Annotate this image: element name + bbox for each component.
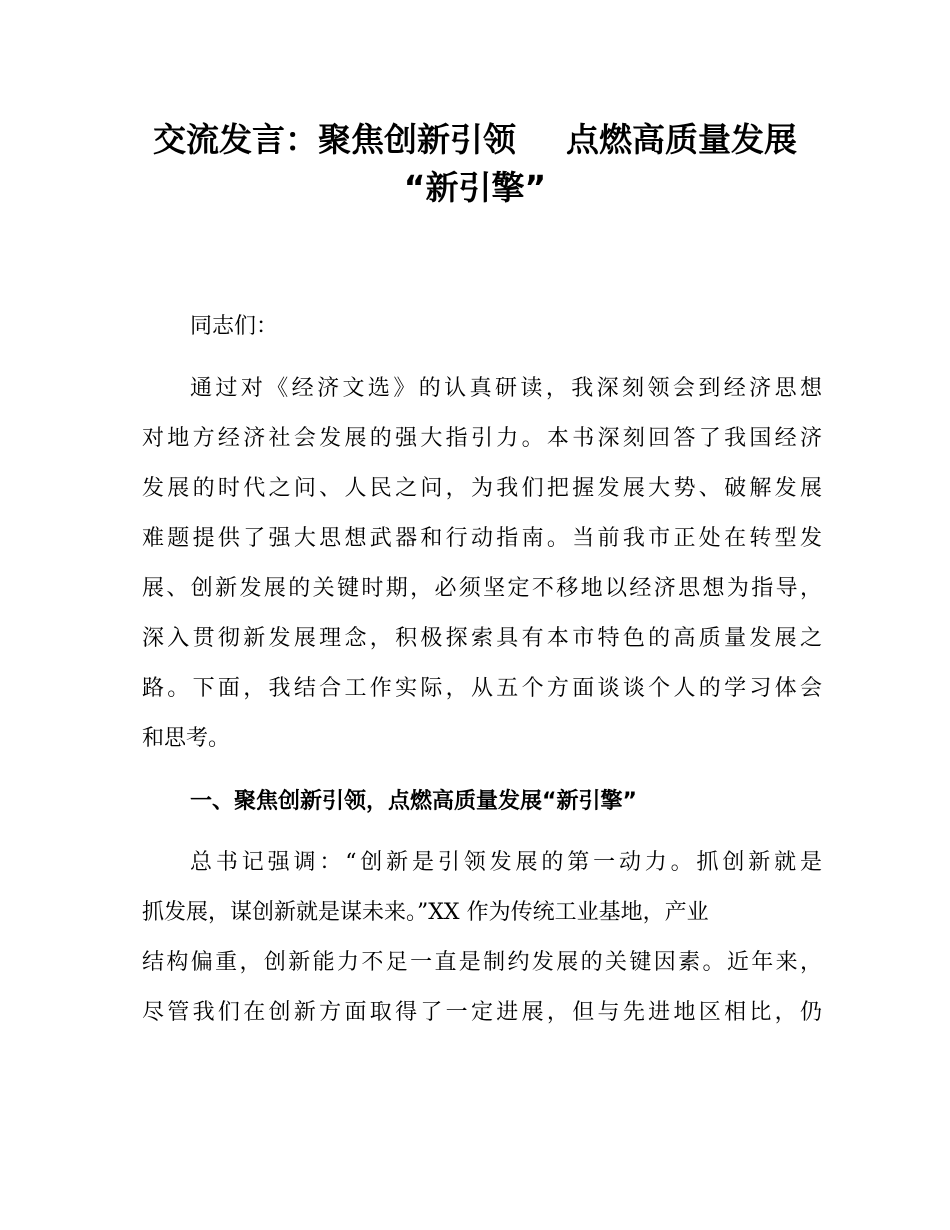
paragraph-line: 路。下面，我结合工作实际，从五个方面谈谈个人的学习体会 — [142, 676, 822, 701]
title-part-2: 点燃高质量发展 — [566, 120, 797, 159]
paragraph-line: 深入贯彻新发展理念，积极探索具有本市特色的高质量发展之 — [142, 626, 822, 651]
paragraph-line: 难题提供了强大思想武器和行动指南。当前我市正处在转型发 — [142, 526, 822, 551]
paragraph-line: 通过对《经济文选》的认真研读，我深刻领会到经济思想 — [190, 376, 822, 401]
paragraph-line: 抓发展，谋创新就是谋未来。”XX 作为传统工业基地，产业 — [142, 900, 709, 925]
section-heading: 一、聚焦创新引领，点燃高质量发展“新引擎” — [190, 789, 637, 814]
paragraph-intro — [142, 364, 822, 764]
paragraph-section-1 — [142, 838, 822, 1038]
document-title-line-2: “新引擎” — [403, 168, 547, 207]
paragraph-line: 发展的时代之问、人民之问，为我们把握发展大势、破解发展 — [142, 476, 822, 501]
title-part-1: 交流发言：聚焦创新引领 — [153, 120, 516, 159]
paragraph-line: 总书记强调：“创新是引领发展的第一动力。抓创新就是 — [190, 850, 822, 875]
paragraph-line: 对地方经济社会发展的强大指引力。本书深刻回答了我国经济 — [142, 426, 822, 451]
paragraph-line: 尽管我们在创新方面取得了一定进展，但与先进地区相比，仍 — [142, 1000, 822, 1025]
paragraph-line: 和思考。 — [142, 726, 231, 751]
document-title — [120, 118, 830, 162]
paragraph-line: 展、创新发展的关键时期，必须坚定不移地以经济思想为指导， — [142, 576, 822, 601]
paragraph-line: 结构偏重，创新能力不足一直是制约发展的关键因素。近年来， — [142, 950, 822, 975]
salutation: 同志们： — [190, 314, 279, 339]
